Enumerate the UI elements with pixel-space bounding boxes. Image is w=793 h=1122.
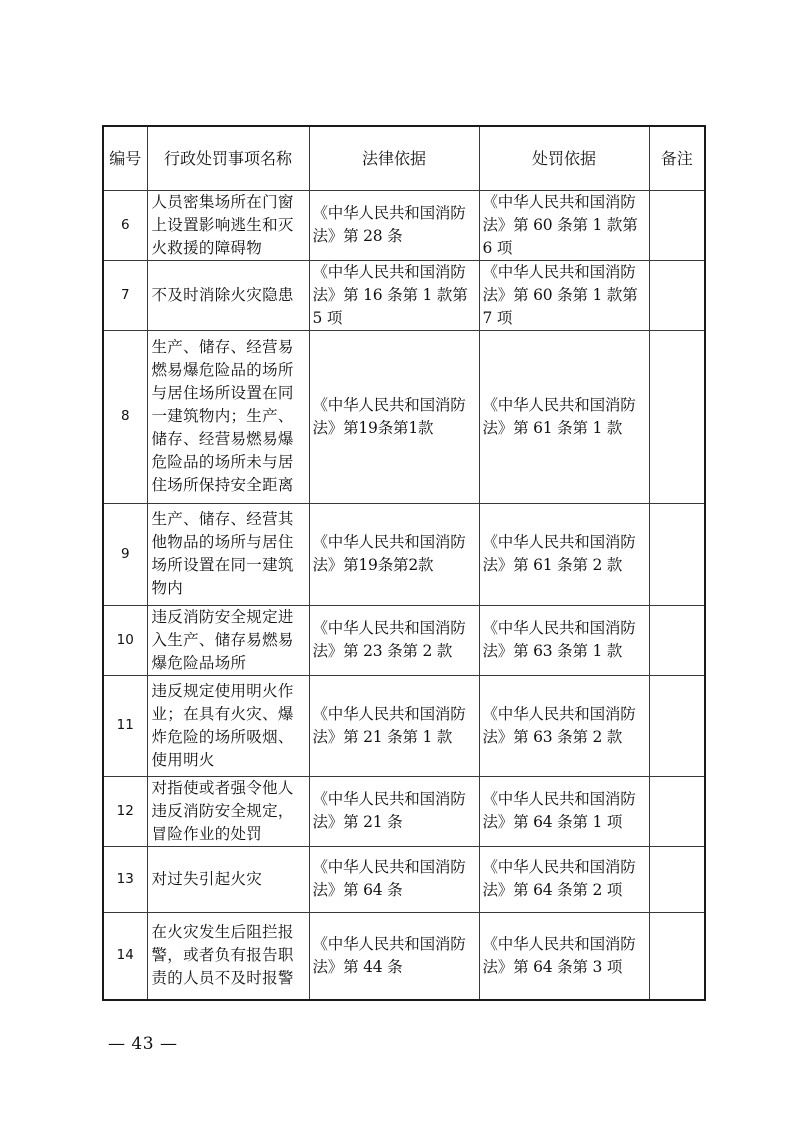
row-penalty-basis: 《中华人民共和国消防法》第 60 条第 1 款第 6 项 (479, 190, 649, 260)
row-num: 8 (103, 330, 147, 503)
row-note (649, 776, 705, 846)
row-num: 10 (103, 605, 147, 675)
row-legal-basis: 《中华人民共和国消防法》第 23 条第 2 款 (309, 605, 479, 675)
header-num: 编号 (103, 126, 147, 190)
row-legal-basis: 《中华人民共和国消防法》第 64 条 (309, 846, 479, 912)
row-num: 6 (103, 190, 147, 260)
row-penalty-basis: 《中华人民共和国消防法》第 64 条第 3 项 (479, 912, 649, 1000)
row-penalty-basis: 《中华人民共和国消防法》第 64 条第 1 项 (479, 776, 649, 846)
table-row (103, 260, 705, 330)
row-item-name: 生产、储存、经营易燃易爆危险品的场所与居住场所设置在同一建筑物内；生产、储存、经营易燃易爆危险品的场所未与居住场所保持安全距离 (147, 330, 309, 503)
row-penalty-basis: 《中华人民共和国消防法》第 64 条第 2 项 (479, 846, 649, 912)
row-num: 13 (103, 846, 147, 912)
row-item-name: 对指使或者强令他人违反消防安全规定，冒险作业的处罚 (147, 776, 309, 846)
penalty-items-table (102, 125, 706, 1001)
row-item-name: 对过失引起火灾 (147, 846, 309, 912)
row-penalty-basis: 《中华人民共和国消防法》第 63 条第 1 款 (479, 605, 649, 675)
row-num: 12 (103, 776, 147, 846)
row-num: 7 (103, 260, 147, 330)
row-penalty-basis: 《中华人民共和国消防法》第 61 条第 2 款 (479, 503, 649, 605)
row-item-name: 违反消防安全规定进入生产、储存易燃易爆危险品场所 (147, 605, 309, 675)
row-note (649, 260, 705, 330)
row-penalty-basis: 《中华人民共和国消防法》第 61 条第 1 款 (479, 330, 649, 503)
row-legal-basis: 《中华人民共和国消防法》第19条第1款 (309, 330, 479, 503)
row-note (649, 190, 705, 260)
row-penalty-basis: 《中华人民共和国消防法》第 63 条第 2 款 (479, 675, 649, 776)
table-row (103, 330, 705, 503)
row-num: 14 (103, 912, 147, 1000)
row-note (649, 330, 705, 503)
row-item-name: 在火灾发生后阻拦报警，或者负有报告职责的人员不及时报警 (147, 912, 309, 1000)
row-legal-basis: 《中华人民共和国消防法》第 16 条第 1 款第 5 项 (309, 260, 479, 330)
row-note (649, 846, 705, 912)
table-header-row (103, 126, 705, 190)
row-legal-basis: 《中华人民共和国消防法》第 21 条 (309, 776, 479, 846)
row-note (649, 912, 705, 1000)
row-num: 11 (103, 675, 147, 776)
table-row (103, 190, 705, 260)
row-penalty-basis: 《中华人民共和国消防法》第 60 条第 1 款第 7 项 (479, 260, 649, 330)
header-note: 备注 (649, 126, 705, 190)
row-item-name: 不及时消除火灾隐患 (147, 260, 309, 330)
row-num: 9 (103, 503, 147, 605)
row-note (649, 503, 705, 605)
row-legal-basis: 《中华人民共和国消防法》第19条第2款 (309, 503, 479, 605)
row-item-name: 生产、储存、经营其他物品的场所与居住场所设置在同一建筑物内 (147, 503, 309, 605)
row-note (649, 675, 705, 776)
table-row (103, 846, 705, 912)
row-legal-basis: 《中华人民共和国消防法》第 44 条 (309, 912, 479, 1000)
header-law: 法律依据 (309, 126, 479, 190)
page-number: — 43 — (108, 1034, 178, 1054)
header-basis: 处罚依据 (479, 126, 649, 190)
header-name: 行政处罚事项名称 (147, 126, 309, 190)
row-legal-basis: 《中华人民共和国消防法》第 28 条 (309, 190, 479, 260)
table-row (103, 776, 705, 846)
table-row (103, 605, 705, 675)
row-legal-basis: 《中华人民共和国消防法》第 21 条第 1 款 (309, 675, 479, 776)
row-item-name: 违反规定使用明火作业；在具有火灾、爆炸危险的场所吸烟、使用明火 (147, 675, 309, 776)
table-row (103, 675, 705, 776)
row-note (649, 605, 705, 675)
table-row (103, 503, 705, 605)
table-row (103, 912, 705, 1000)
row-item-name: 人员密集场所在门窗上设置影响逃生和灭火救援的障碍物 (147, 190, 309, 260)
